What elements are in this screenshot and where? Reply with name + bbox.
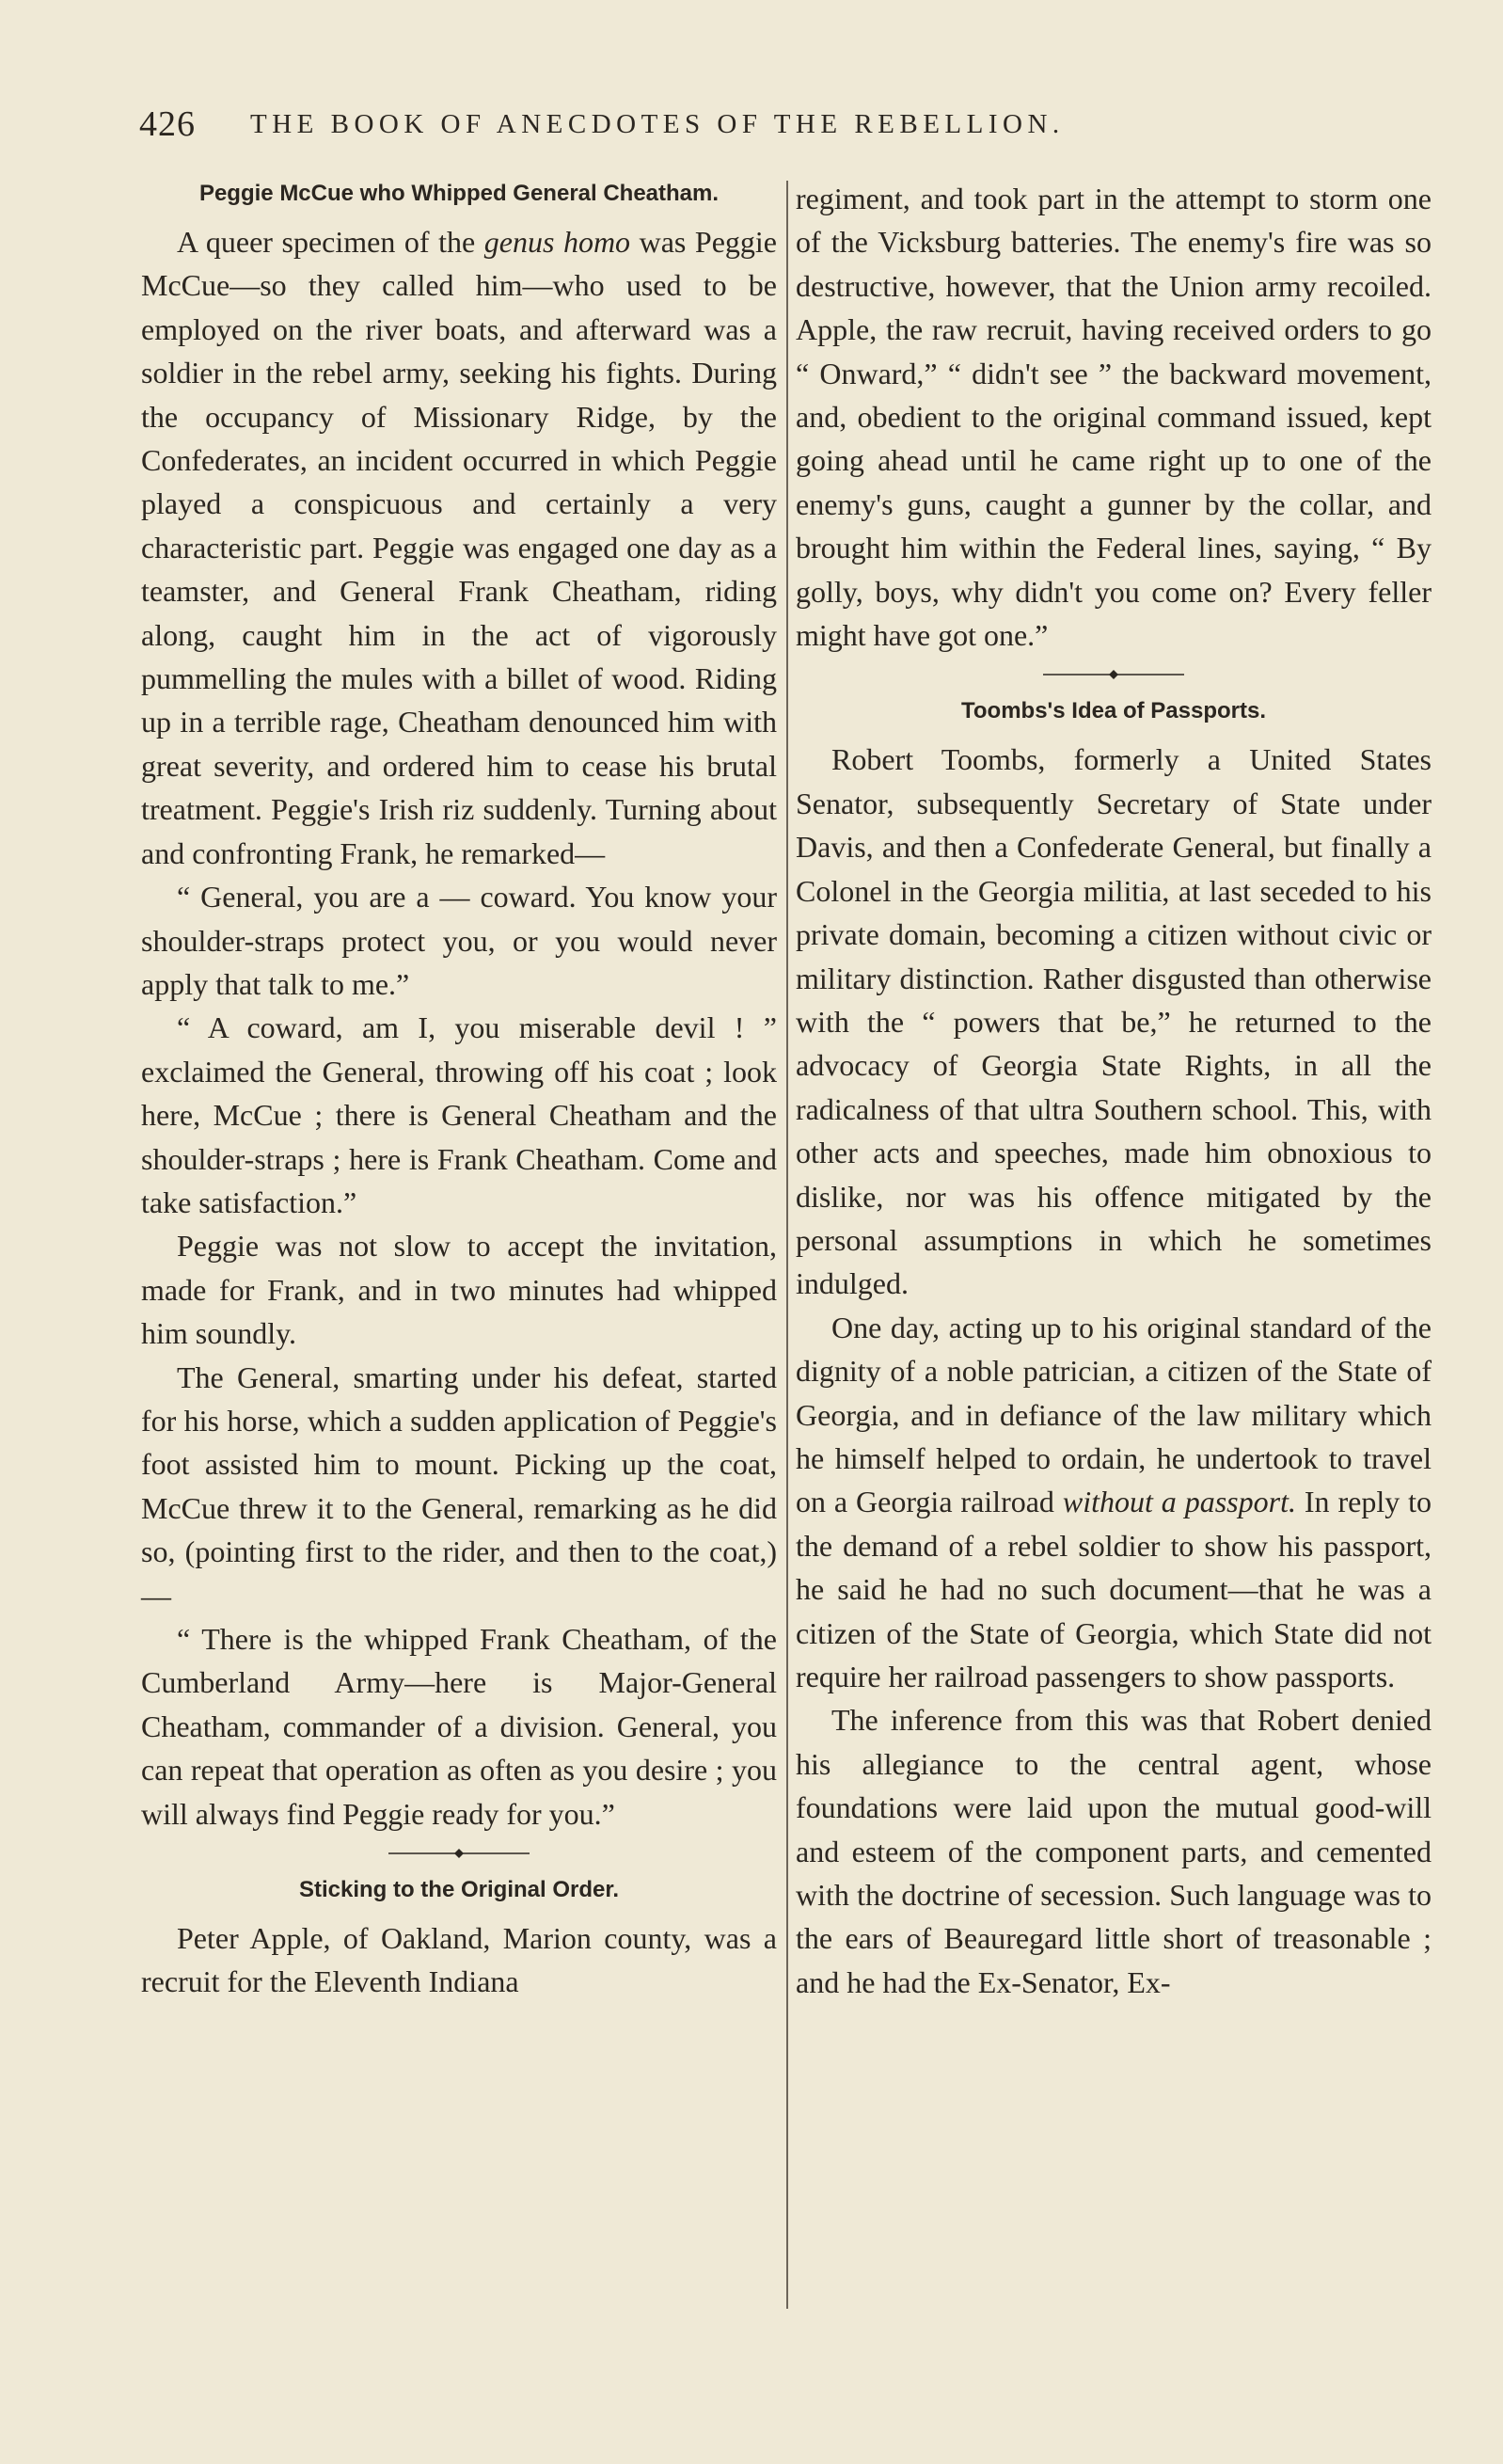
column-divider xyxy=(786,181,788,2309)
paragraph: The inference from this was that Robert denied his allegiance to the central agent, whose foundations were laid upon the mutual good-will and esteem of the component parts, and cemented with the doctrine of secession. Such language was to the ears of Beauregard little short of treasonable ; and he had the Ex-Senator, Ex- xyxy=(796,1703,1432,1999)
italic-text: without a passport. xyxy=(1062,1485,1296,1519)
paragraph: regiment, and took part in the attempt to storm one of the Vicksburg batteries. The enemy's fire was so destructive, however, that the Union army recoiled. Apple, the raw recruit, having received orders to go “ Onward,” “ didn't see ” the backward movement, and, obedient to the original command issued, kept going ahead until he came right up to one of the enemy's guns, caught a gunner by the collar, and brought him within the Federal lines, saying, “ By golly, boys, why didn't you come on? Every feller might have got one.” xyxy=(796,182,1432,653)
section-heading-toombs: Toombs's Idea of Passports. xyxy=(961,698,1266,724)
section-divider-ornament xyxy=(388,1847,530,1860)
paragraph: “ General, you are a — coward. You know your shoulder-straps protect you, or you would never apply that talk to me.” xyxy=(141,880,777,1001)
paragraph xyxy=(796,1306,1432,1699)
page-header xyxy=(139,98,1253,151)
left-column xyxy=(141,177,777,2004)
section-divider-ornament xyxy=(1043,668,1184,681)
text-run: A queer specimen of the xyxy=(177,225,484,259)
text-run: was Peggie McCue—so they called him—who used to be employed on the river boats, and afterward was a soldier in the rebel army, seeking his fights. During the occupancy of Missionary Ridge, by the Confederates, an incident occurred in which Peggie played a conspicuous and certainly a very characteristic part. Peggie was engaged one day as a teamster, and General Frank Cheatham, riding along, caught him in the act of vigorously pummelling the mules with a billet of wood. Riding up in a terrible rage, Cheatham denounced him with great severity, and ordered him to cease his brutal treatment. Peggie's Irish riz suddenly. Turning about and confronting Frank, he remarked— xyxy=(141,225,777,870)
section-heading-apple: Sticking to the Original Order. xyxy=(298,1877,620,1903)
text-run: One day, acting up to his original standard of the dignity of a noble patrician, a citizen of the State of Georgia, and in defiance of the law military which he himself helped to ordain, he undertook to travel on a Georgia railroad xyxy=(796,1310,1432,1519)
italic-text: genus homo xyxy=(483,225,631,259)
right-column xyxy=(796,177,1432,2004)
paragraph: Peggie was not slow to accept the invitation, made for Frank, and in two minutes had whipped him soundly. xyxy=(141,1229,777,1351)
section-heading-peggie: Peggie McCue who Whipped General Cheatham. xyxy=(198,181,720,206)
text-run: In reply to the demand of a rebel soldier to show his passport, he said he had no such document—that he was a citizen of the State of Georgia, which State did not require her railroad passengers to show passports. xyxy=(796,1485,1432,1693)
paragraph xyxy=(141,220,777,875)
paragraph: Robert Toombs, formerly a United States Senator, subsequently Secretary of State under Davis, and then a Confederate General, but finally a Colonel in the Georgia militia, at last seceded to his private domain, becoming a citizen without civic or military distinction. Rather disgusted than otherwise with the “ powers that be,” he returned to the advocacy of Georgia State Rights, in all the radicalness of that ultra Southern school. This, with other acts and speeches, made him obnoxious to dislike, nor was his offence mitigated by the personal assumptions in which he sometimes indulged. xyxy=(796,742,1432,1301)
paragraph: “ A coward, am I, you miserable devil ! ” exclaimed the General, throwing off his coat ; look here, McCue ; there is General Cheatham and the shoulder-straps ; here is Frank Cheatham. Come and take satisfaction.” xyxy=(141,1010,777,1219)
paragraph: The General, smarting under his defeat, started for his horse, which a sudden application of Peggie's foot assisted him to mount. Picking up the coat, McCue threw it to the General, remarking as he did so, (pointing first to the rider, and then to the coat,)— xyxy=(141,1359,777,1613)
paragraph: Peter Apple, of Oakland, Marion county, was a recruit for the Eleventh Indiana xyxy=(141,1921,777,1999)
running-title: THE BOOK OF ANECDOTES OF THE REBELLION. xyxy=(250,108,1065,139)
page-number: 426 xyxy=(139,104,196,144)
paragraph: “ There is the whipped Frank Cheatham, of the Cumberland Army—here is Major-General Cheatham, commander of a division. General, you can repeat that operation as often as you desire ; you will always find Peggie ready for you.” xyxy=(141,1622,777,1831)
